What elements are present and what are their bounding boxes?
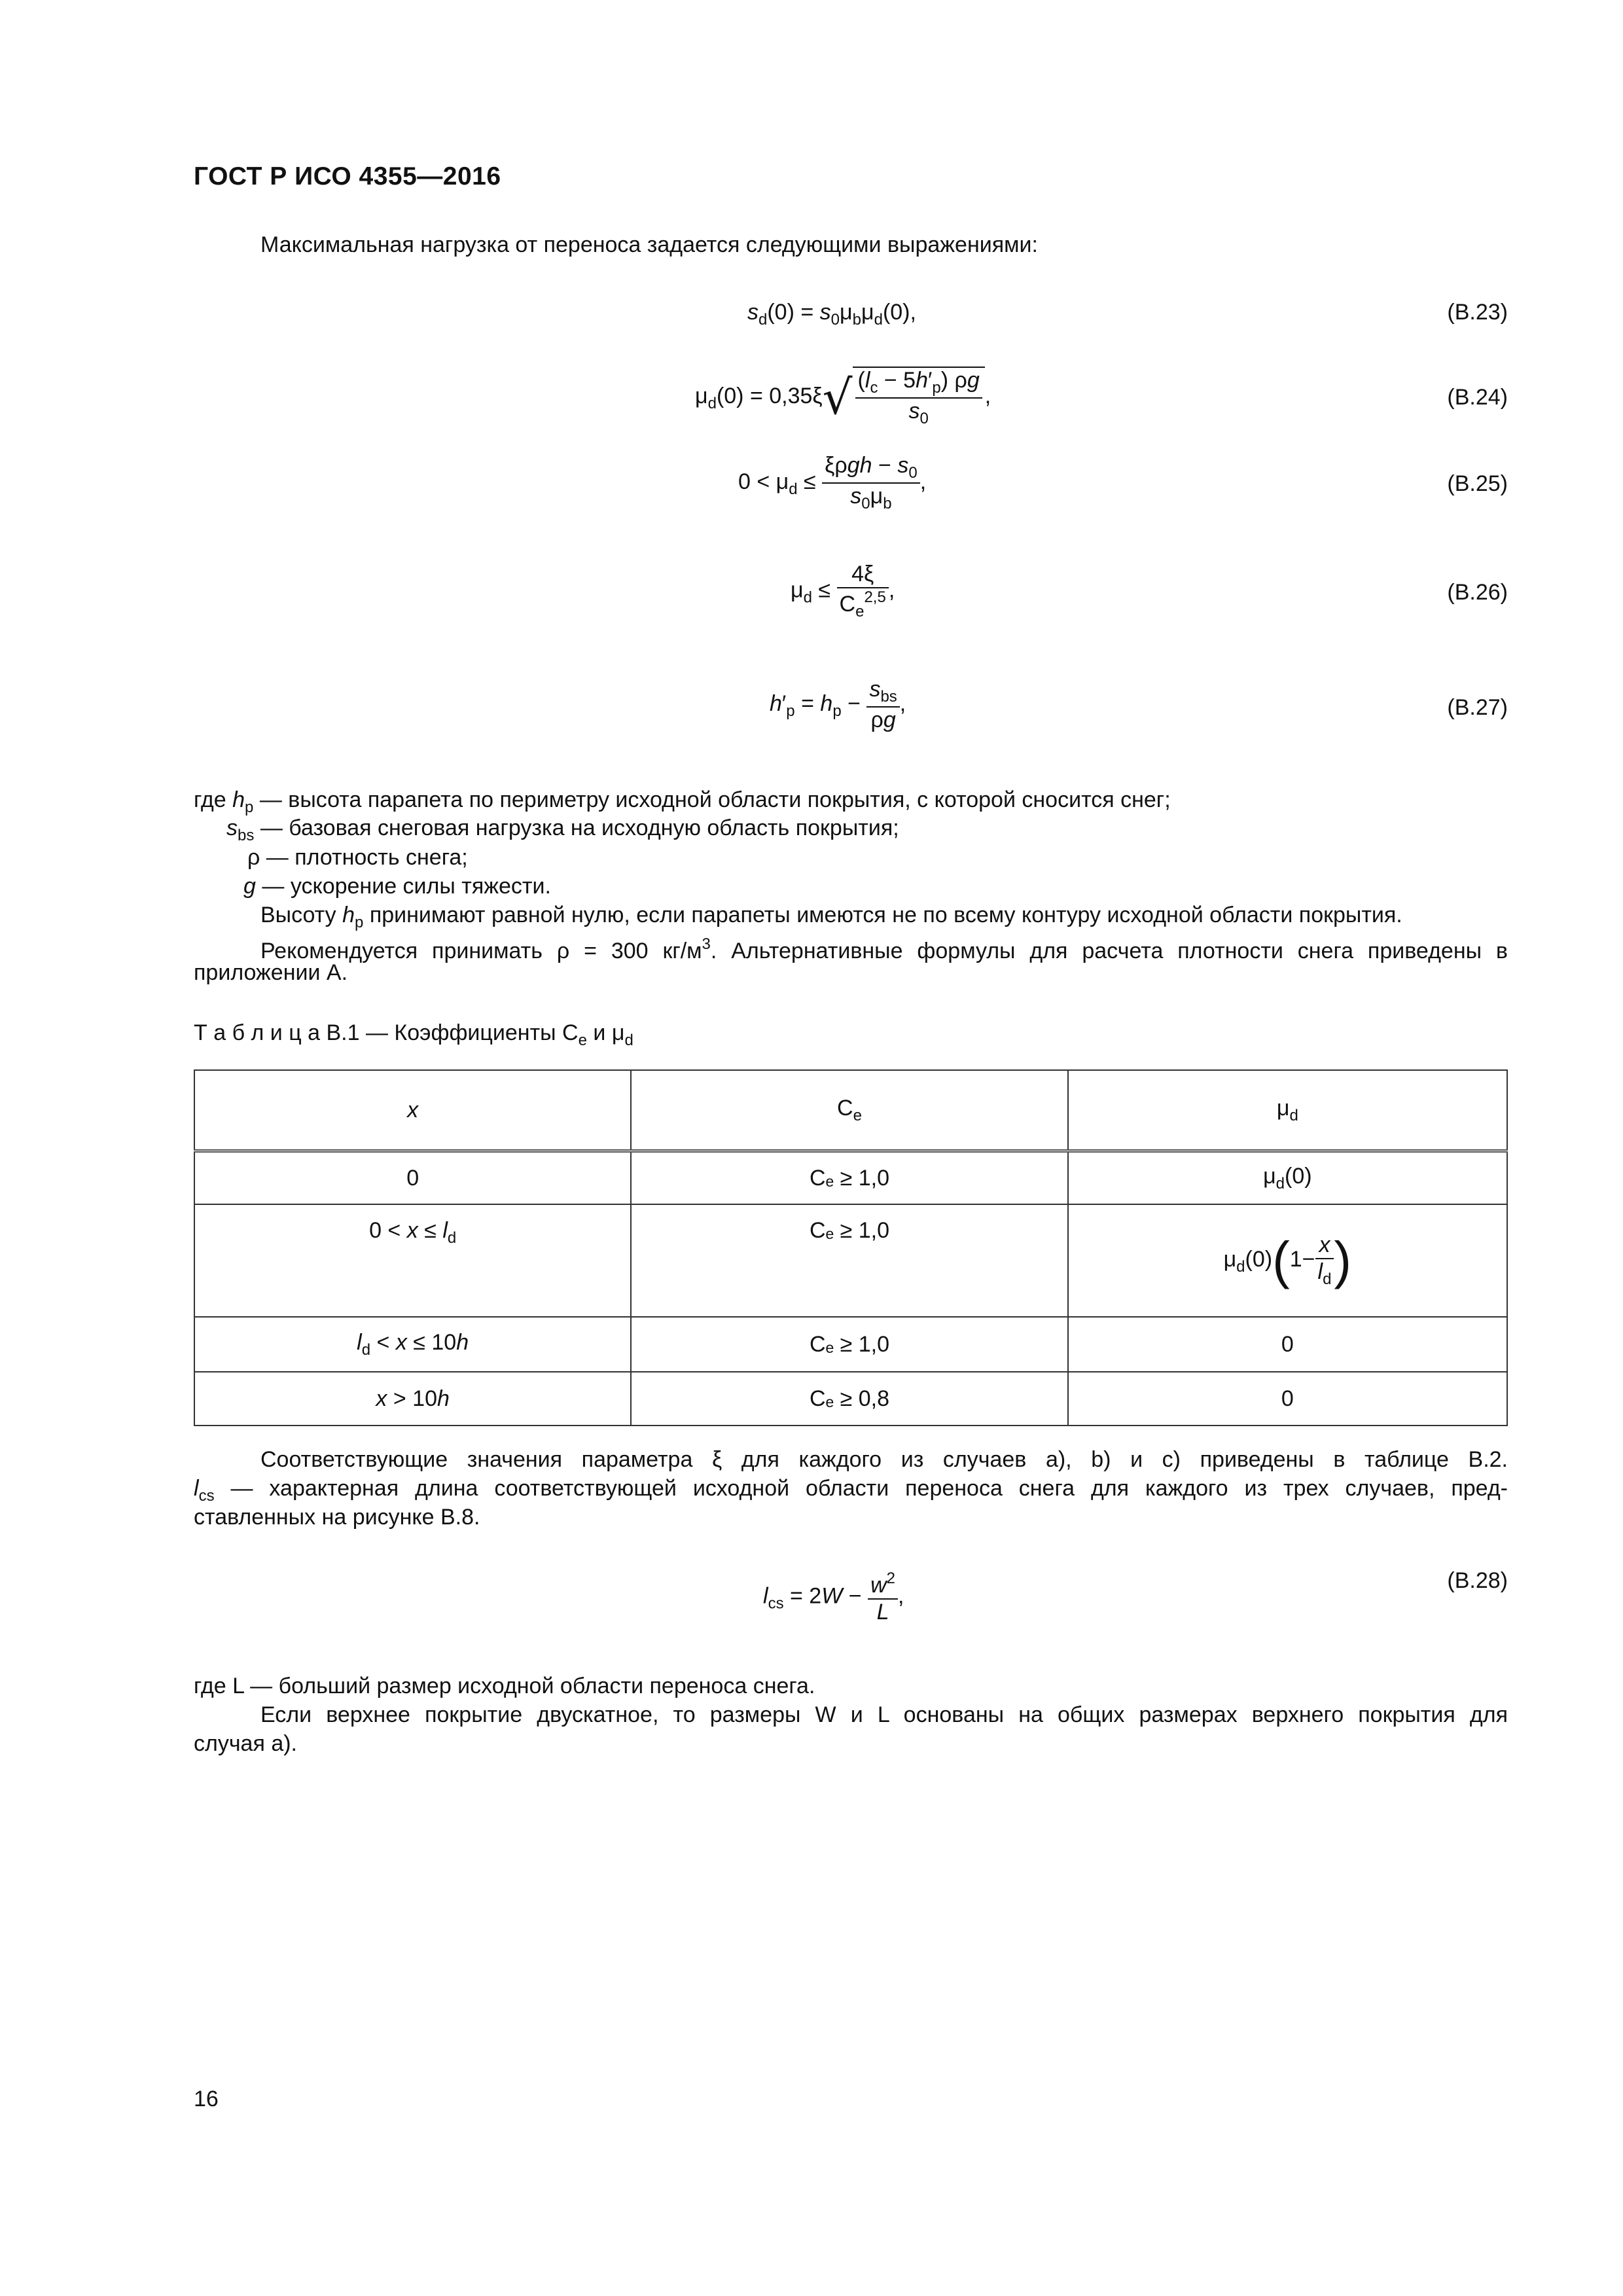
cell-mud: 0 [1068,1372,1507,1426]
equation-number-b23: (B.23) [1447,300,1508,325]
equation-number-b25: (B.25) [1447,471,1508,496]
cell-mud: $\mu_d(0)$ [1068,1151,1507,1205]
cell-mud: $\mu_d(0)(1-$ $\frac{x}{l_d}$ ) [1068,1204,1507,1317]
formula-b24: $\mu_d(0) = 0,35\xi√$ $\frac{(l_c - 5h'_p) \rho g}{s_0}$ , [695,368,991,427]
gable-roof-paragraph-cont: случая a). [194,1731,297,1756]
where-rho-line: ρ — плотность снега; [247,845,468,870]
cell-mud: 0 [1068,1317,1507,1372]
formula-b27: $h'_p = h_p$ − $\frac{s_{bs}}{\rho g}$ , [770,677,906,732]
cell-ce: Cₑ ≥ 1,0 [631,1204,1067,1317]
table-row [194,1317,1507,1372]
formula-b25: $0 < \mu_d$ ≤ $\frac{\xi\rho gh - s_0}{s_0\mu_b}$ , [738,453,927,512]
equation-number-b26: (B.26) [1447,580,1508,605]
cell-x: $0 < x \le l_d$ [194,1204,631,1317]
g-description: — ускорение силы тяжести. [262,874,551,899]
document-header: ГОСТ Р ИСО 4355—2016 [194,162,501,190]
equation-number-b24: (B.24) [1447,385,1508,410]
cell-x: 0 [194,1151,631,1205]
cell-x: $l_d < x \le 10h$ [194,1317,631,1372]
xi-paragraph: Соответствующие значения параметра ξ для каждого из случаев a), b) и c) приведены в таблице В.2. [260,1447,1508,1472]
lcs-paragraph-cont: ставленных на рисунке В.8. [194,1505,480,1530]
cell-ce: Cₑ ≥ 1,0 [631,1151,1067,1205]
formula-b26: $\mu_d$ ≤ $\frac{4\xi}{C_e^{2,5}}$ , [791,562,895,620]
table-caption: Т а б л и ц а В.1 — Коэффициенты $C_e$ и $\mu_d$ [194,1020,633,1049]
gable-roof-paragraph: Если верхнее покрытие двускатное, то размеры W и L основаны на общих размерах верхнего покрытия для [260,1702,1508,1727]
rho-recommendation: Рекомендуется принимать ρ = 300 $кг/м^3$. Альтернативные формулы для расчета плотности снега приведены в [260,935,1508,963]
table-row [194,1151,1507,1205]
table-row [194,1372,1507,1426]
cell-ce: Cₑ ≥ 1,0 [631,1317,1067,1372]
header-mud: $\mu_d$ [1068,1070,1507,1151]
table-header-row [194,1070,1507,1151]
page-number: 16 [194,2087,219,2111]
where-L-line: где L — больший размер исходной области переноса снега. [194,1674,815,1698]
header-ce: $C_e$ [631,1070,1067,1151]
coefficients-table [194,1069,1508,1426]
where-hp-line: где $h_p$ — высота парапета по периметру исходной области покрытия, с которой сносится снег; [194,787,1171,816]
hp-zero-paragraph: Высоту $h_p$ принимают равной нулю, если парапеты имеются не по всему контуру исходной области покрытия. [260,903,1402,931]
formula-b28: $l_{cs} = 2W$ − $\frac{w^2}{L}$ , [763,1570,904,1624]
table-row [194,1204,1507,1317]
cell-ce: Cₑ ≥ 0,8 [631,1372,1067,1426]
rho-description: — плотность снега; [266,845,468,870]
lcs-paragraph: $l_{cs}$ — характерная длина соответствующей исходной области переноса снега для каждого из трех случаев, пред- [194,1476,1508,1505]
header-x: x [194,1070,631,1151]
where-g-line: g — ускорение силы тяжести. [243,874,551,899]
where-sbs-line: $s_{bs}$ — базовая снеговая нагрузка на исходную область покрытия; [226,816,899,844]
equation-number-b27: (B.27) [1447,695,1508,720]
sbs-description: — базовая снеговая нагрузка на исходную область покрытия; [260,816,899,840]
hp-description: — высота парапета по периметру исходной области покрытия, с которой сносится снег; [259,787,1171,812]
cell-x: x > 10h [194,1372,631,1426]
rho-recommendation-cont: приложении А. [194,960,348,985]
equation-number-b28: (B.28) [1447,1568,1508,1593]
intro-paragraph: Максимальная нагрузка от переноса задается следующими выражениями: [260,232,1038,257]
formula-b23: $s_d(0) = s_0\mu_b\mu_d(0)$, [747,300,916,329]
